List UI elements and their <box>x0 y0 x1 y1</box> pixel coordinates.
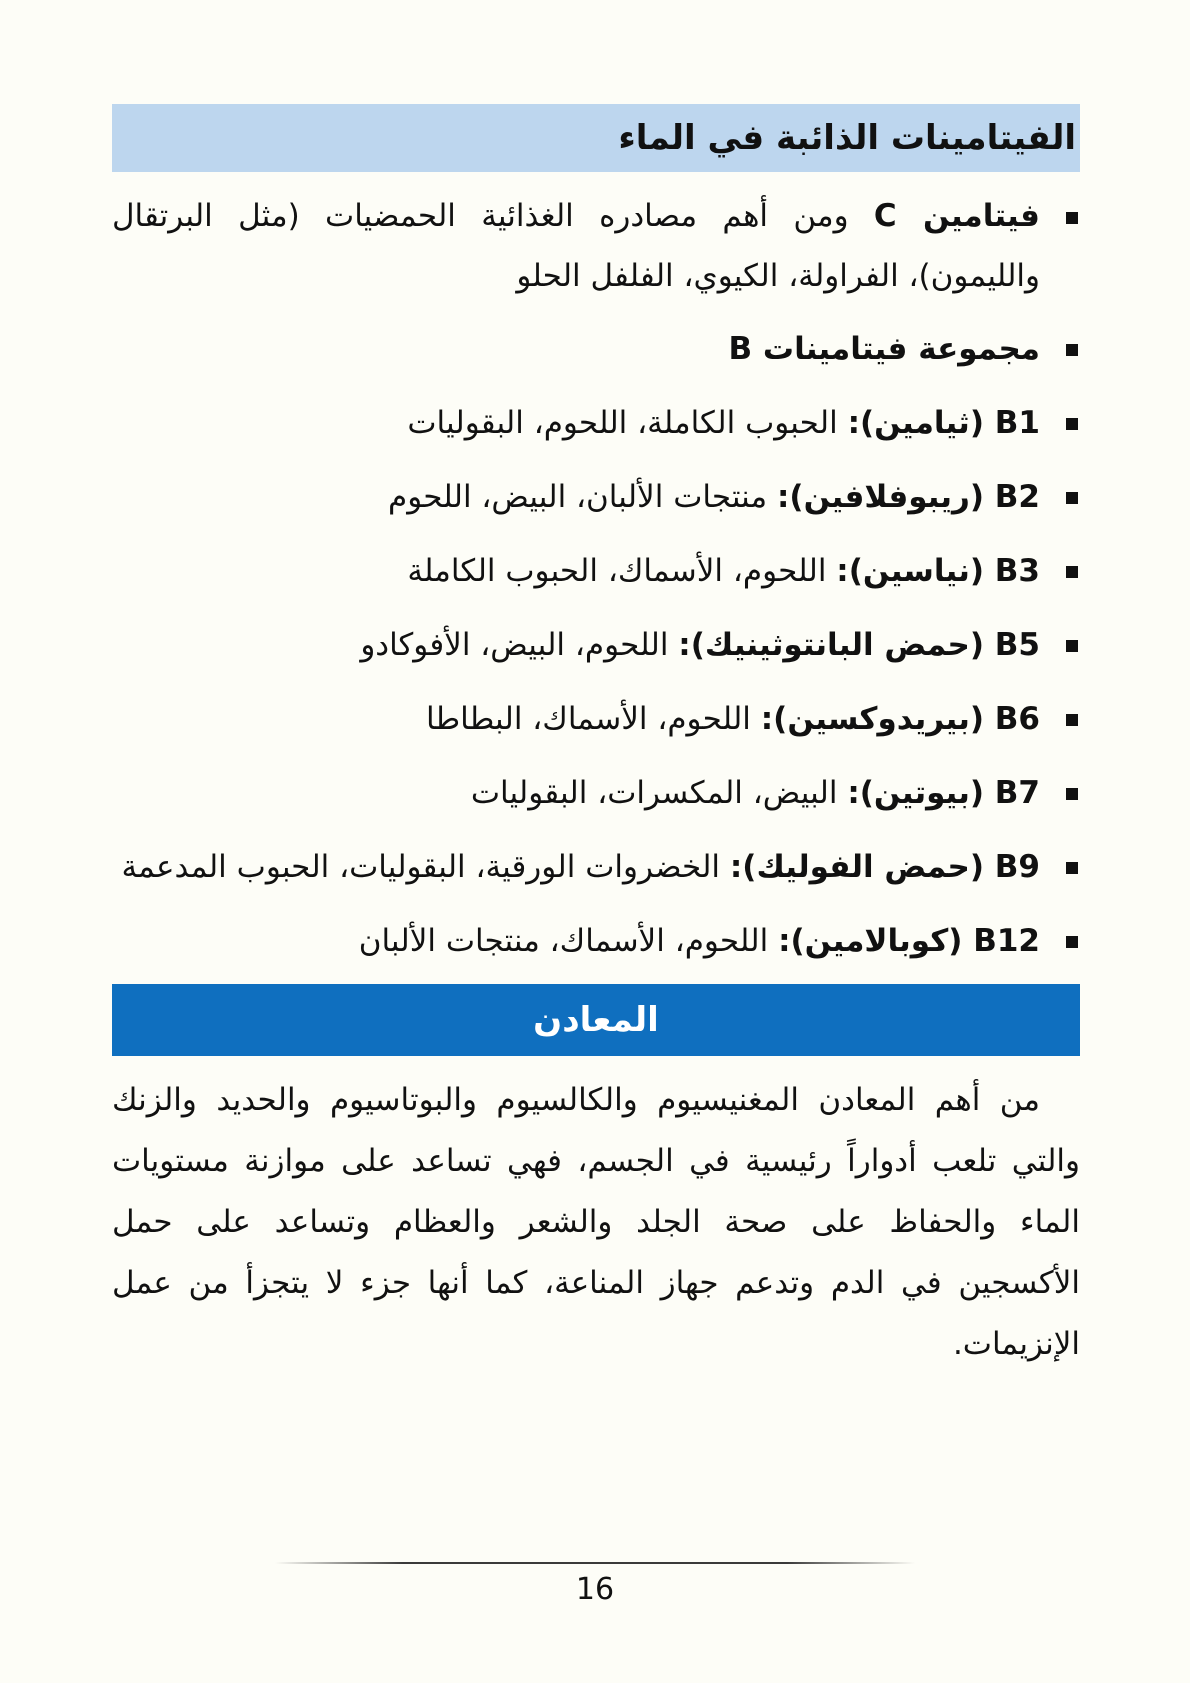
b12-label: B12 (كوبالامين): <box>778 923 1040 959</box>
vitamin-b-group-label: مجموعة فيتامينات B <box>728 331 1040 367</box>
list-item-b12 <box>112 910 1080 972</box>
list-item-b7 <box>112 762 1080 824</box>
b5-text: اللحوم، البيض، الأفوكادو <box>360 627 679 663</box>
square-bullet-icon <box>1066 566 1078 578</box>
list-item-b1 <box>112 392 1080 454</box>
square-bullet-icon <box>1066 862 1078 874</box>
vitamin-c-label: فيتامين C <box>873 198 1040 234</box>
list-item-vitamin-b-group <box>112 318 1080 380</box>
square-bullet-icon <box>1066 640 1078 652</box>
b6-text: اللحوم، الأسماك، البطاطا <box>426 701 761 737</box>
footer-divider <box>275 1562 915 1564</box>
list-item-b2 <box>112 466 1080 528</box>
page-number: 16 <box>575 1572 615 1607</box>
b6-label: B6 (بيريدوكسين): <box>760 701 1040 737</box>
b2-label: B2 (ريبوفلافين): <box>777 479 1040 515</box>
list-item-b5 <box>112 614 1080 676</box>
square-bullet-icon <box>1066 788 1078 800</box>
b9-label: B9 (حمض الفوليك): <box>729 849 1040 885</box>
list-item-b3 <box>112 540 1080 602</box>
b7-text: البيض، المكسرات، البقوليات <box>470 775 848 811</box>
square-bullet-icon <box>1066 344 1078 356</box>
minerals-paragraph: من أهم المعادن المغنيسيوم والكالسيوم والبوتاسيوم والحديد والزنك والتي تلعب أدواراً رئيسية في الجسم، فهي تساعد على موازنة مستويات الماء والحفاظ على صحة الجلد والشعر والعظام وتساعد على حمل الأكسجين في الدم وتدعم جهاز المناعة، كما أنها جزء لا يتجزأ من عمل الإنزيمات. <box>112 1082 1080 1362</box>
square-bullet-icon <box>1066 714 1078 726</box>
b1-label: B1 (ثيامين): <box>847 405 1040 441</box>
b7-label: B7 (بيوتين): <box>847 775 1040 811</box>
list-item-vitamin-c <box>112 186 1080 306</box>
b3-label: B3 (نياسين): <box>836 553 1040 589</box>
square-bullet-icon <box>1066 936 1078 948</box>
section-heading-minerals: المعادن <box>112 984 1080 1056</box>
b3-text: اللحوم، الأسماك، الحبوب الكاملة <box>407 553 837 589</box>
vitamin-list <box>112 186 1080 972</box>
square-bullet-icon <box>1066 418 1078 430</box>
b5-label: B5 (حمض البانتوثينيك): <box>678 627 1040 663</box>
list-item-b6 <box>112 688 1080 750</box>
square-bullet-icon <box>1066 212 1078 224</box>
section-heading-water-soluble-vitamins: الفيتامينات الذائبة في الماء <box>112 104 1080 172</box>
b9-text: الخضروات الورقية، البقوليات، الحبوب المدعمة <box>121 849 730 885</box>
b2-text: منتجات الألبان، البيض، اللحوم <box>388 479 777 515</box>
b12-text: اللحوم، الأسماك، منتجات الألبان <box>358 923 779 959</box>
list-item-b9 <box>112 836 1080 898</box>
document-page <box>112 104 1080 1375</box>
vitamin-c-text: ومن أهم مصادره الغذائية الحمضيات (مثل البرتقال والليمون)، الفراولة، الكيوي، الفلفل الحلو <box>112 198 1040 294</box>
b1-text: الحبوب الكاملة، اللحوم، البقوليات <box>407 405 848 441</box>
square-bullet-icon <box>1066 492 1078 504</box>
